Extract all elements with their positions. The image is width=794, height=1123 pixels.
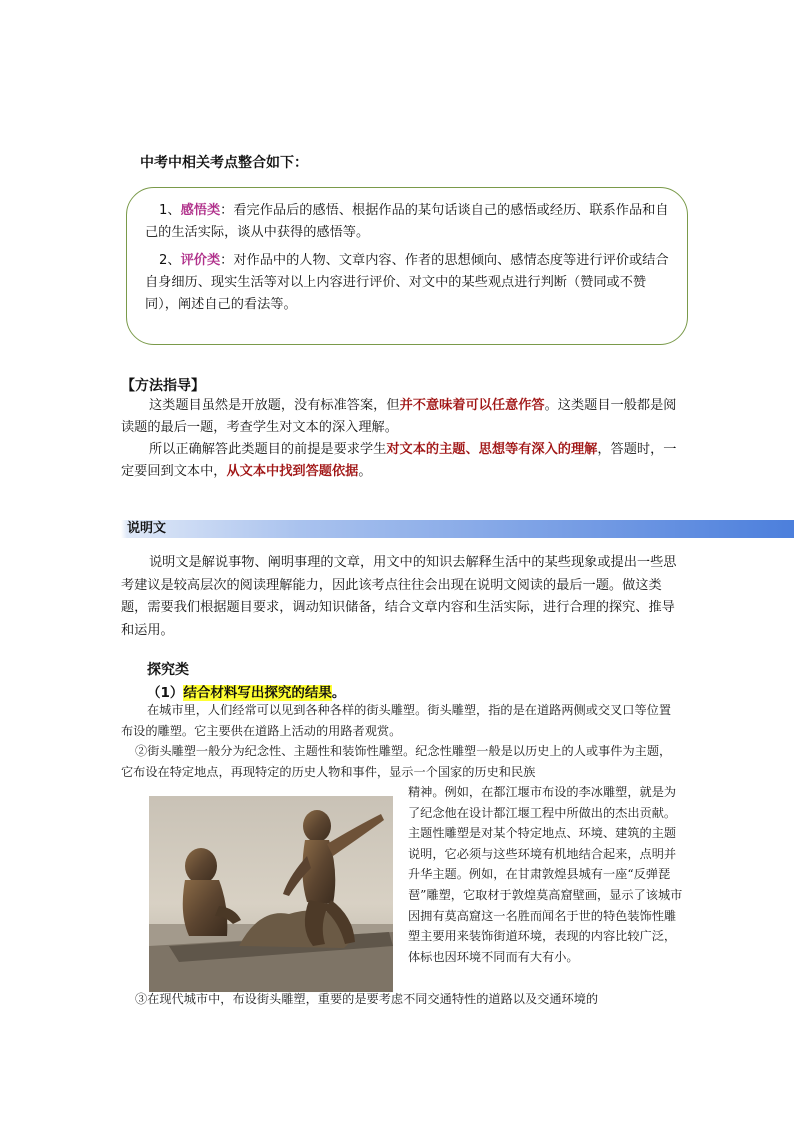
passage-text: 精神。例如，在都江堰市布设的李冰雕塑，就是为了纪念他在设计都江堰工程中所做出的杰出贡献。主题性雕塑是对某个特定地点、环境、建筑的主题说明，它必须与这些环境有机地结合起来，点明并升华主题。例如，在甘肃敦煌县城有一座“反弹琵琶”雕塑，它取材于敦煌莫高窟壁画，显示了该城市因拥有莫高窟这一名胜而闻名于世的特色装饰性雕塑主要用来装饰街道环境，表现的内容比较广泛，体标也因环境不同而有大有小。 [408, 785, 683, 964]
section-title: 说明文 [127, 521, 167, 536]
sculpture-image [149, 796, 393, 992]
point-item-2 [145, 250, 671, 316]
highlighted-text: 结合材料写出探究的结果 [183, 685, 332, 701]
item-number: 2、 [159, 253, 181, 268]
section-body [121, 552, 685, 642]
exam-points-box [126, 187, 688, 345]
point-keyword: 感悟类 [180, 203, 221, 218]
item-number: 1、 [159, 203, 181, 218]
question-subtitle [147, 681, 345, 701]
passage-text: ②街头雕塑一般分为纪念性、主题性和装饰性雕塑。纪念性雕塑一般是以历史上的人或事件为主题，它布设在特定地点，再现特定的历史人物和事件，显示一个国家的历史和民族 [121, 744, 672, 779]
emphasis-text: 从文本中找到答题依据 [226, 464, 359, 479]
explore-title: 探究类 [147, 662, 189, 678]
text-run: ，答题时，一定要回到文本中， [121, 442, 677, 479]
point-keyword: 评价类 [180, 253, 221, 268]
point-text: ：看完作品后的感悟、根据作品的某句话谈自己的感悟或经历、联系作品和自己的生活实际，谈从中获得的感悟等。 [145, 203, 669, 240]
passage-text: ③在现代城市中，布设街头雕塑，重要的是要考虑不同交通特性的道路以及交通环境的 [135, 992, 599, 1006]
point-text: ：对作品中的人物、文章内容、作者的思想倾向、感情态度等进行评价或结合自身细历、现实生活等对以上内容进行评价、对文中的某些观点进行判断（赞同或不赞同），阐述自己的看法等。 [145, 253, 669, 312]
text-run: 。这类题目一般都是阅读题的最后一题，考查学生对文本的深入理解。 [121, 398, 677, 435]
text-run: 这类题目虽然是开放题，没有标准答案，但 [149, 398, 400, 413]
street-sculpture-photo [149, 796, 393, 992]
intro-heading: 中考中相关考点整合如下： [140, 155, 308, 171]
section-paragraph: 说明文是解说事物、阐明事理的文章，用文中的知识去解释生活中的某些现象或提出一些思考建议是较高层次的阅读理解能力，因此该考点往往会出现在说明文阅读的最后一题。做这类题，需要我们根据题目要求，调动知识储备，结合文章内容和生活实际，进行合理的探究、推导和运用。 [121, 555, 677, 638]
passage-paragraph-3 [121, 989, 683, 1010]
passage-paragraph-1 [121, 700, 683, 741]
text-run: 所以正确解答此类题目的前提是要求学生 [149, 442, 387, 457]
method-paragraph-1 [121, 395, 681, 439]
text-run: 。 [331, 685, 346, 701]
question-number: （1） [147, 685, 184, 701]
method-title: 【方法指导】 [121, 378, 205, 394]
method-paragraph-2 [121, 439, 681, 483]
passage-paragraph-2-wrap [408, 782, 684, 967]
section-header-bar [121, 520, 794, 538]
passage-paragraph-2 [121, 741, 683, 782]
text-run: 。 [358, 464, 372, 479]
method-body [121, 395, 681, 483]
passage-text: 在城市里，人们经常可以见到各种各样的街头雕塑。街头雕塑，指的是在道路两侧或交叉口等位置布设的雕塑。它主要供在道路上活动的用路者观赏。 [121, 703, 672, 738]
point-item-1 [145, 200, 671, 244]
emphasis-text: 对文本的主题、思想等有深入的理解 [386, 442, 598, 457]
emphasis-text: 并不意味着可以任意作答 [399, 398, 545, 413]
